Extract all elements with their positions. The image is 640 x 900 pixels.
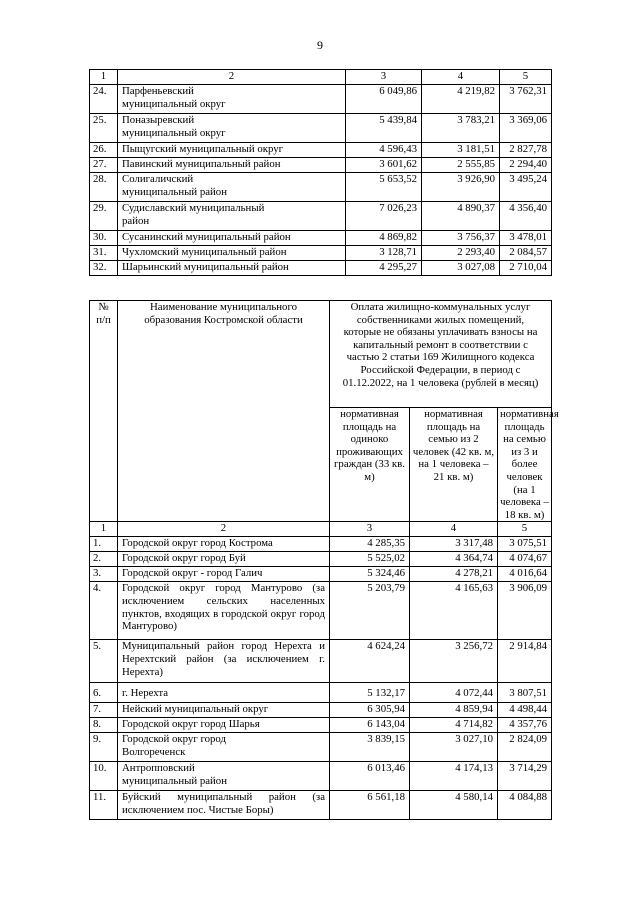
table-row [90,567,552,582]
row-value-a: 7 026,23 [346,202,422,231]
row-value-c: 4 498,44 [498,703,552,718]
colnum-3: 3 [346,70,422,85]
row-number: 9. [90,733,118,762]
row-name: Солигаличский муниципальный район [118,173,346,202]
colnum-1: 1 [90,70,118,85]
colnum-2: 2 [118,70,346,85]
row-value-c: 3 762,31 [500,85,552,114]
row-value-b: 3 027,08 [422,261,500,276]
table-row [90,640,552,683]
row-value-a: 6 305,94 [330,703,410,718]
row-name: Пыщугский муниципальный округ [118,143,346,158]
table-row [90,246,552,261]
row-name: Городской округ город Кострома [118,537,330,552]
table-row [90,231,552,246]
row-name: Городской округ город Мантурово (за исключением сельских населенных пунктов, входящих в городской округ город Мантурово) [118,582,330,640]
row-value-a: 6 561,18 [330,791,410,820]
table-row [90,261,552,276]
row-name: Павинский муниципальный район [118,158,346,173]
table-row [90,143,552,158]
header-row [90,301,552,408]
row-name: Городской округ город Буй [118,552,330,567]
table-row [90,582,552,640]
row-value-a: 6 013,46 [330,762,410,791]
row-number: 26. [90,143,118,158]
row-number: 2. [90,552,118,567]
row-value-c: 2 914,84 [498,640,552,683]
row-value-b: 4 714,82 [410,718,498,733]
row-number: 8. [90,718,118,733]
row-value-b: 3 926,90 [422,173,500,202]
table-row [90,202,552,231]
row-value-b: 4 580,14 [410,791,498,820]
row-value-c: 3 495,24 [500,173,552,202]
row-name: Городской округ город Волгореченск [118,733,330,762]
row-name: Поназыревский муниципальный округ [118,114,346,143]
row-value-a: 6 049,86 [346,85,422,114]
row-name: Парфеньевский муниципальный округ [118,85,346,114]
row-value-c: 3 075,51 [498,537,552,552]
row-number: 7. [90,703,118,718]
colnum-5: 5 [498,522,552,537]
row-name: Буйский муниципальный район (за исключением пос. Чистые Боры) [118,791,330,820]
row-name: Антропповский муниципальный район [118,762,330,791]
row-value-a: 5 203,79 [330,582,410,640]
subheader-single: нормативная площадь на одиноко проживающих граждан (33 кв. м) [330,408,410,522]
row-value-a: 5 439,84 [346,114,422,143]
row-value-c: 2 710,04 [500,261,552,276]
row-value-c: 2 827,78 [500,143,552,158]
row-value-b: 3 756,37 [422,231,500,246]
row-value-c: 3 807,51 [498,683,552,703]
row-name: Шарьинский муниципальный район [118,261,346,276]
table-row [90,537,552,552]
row-value-a: 4 869,82 [346,231,422,246]
row-value-c: 4 356,40 [500,202,552,231]
row-number: 32. [90,261,118,276]
colnum-4: 4 [410,522,498,537]
row-value-a: 4 624,24 [330,640,410,683]
row-value-a: 6 143,04 [330,718,410,733]
row-value-c: 4 074,67 [498,552,552,567]
row-number: 29. [90,202,118,231]
row-value-b: 4 364,74 [410,552,498,567]
row-value-b: 4 174,13 [410,762,498,791]
subheader-three-persons: нормативная площадь на семью из 3 и более человек (на 1 человека – 18 кв. м) [498,408,552,522]
row-number: 28. [90,173,118,202]
row-number: 30. [90,231,118,246]
row-name: Чухломский муниципальный район [118,246,346,261]
table-row [90,733,552,762]
row-number: 6. [90,683,118,703]
colnum-5: 5 [500,70,552,85]
table-row [90,683,552,703]
row-value-b: 4 278,21 [410,567,498,582]
row-value-c: 3 714,29 [498,762,552,791]
row-value-b: 2 555,85 [422,158,500,173]
row-value-c: 2 084,57 [500,246,552,261]
column-number-row [90,70,552,85]
row-value-b: 4 859,94 [410,703,498,718]
row-number: 4. [90,582,118,640]
row-value-c: 2 824,09 [498,733,552,762]
row-value-c: 4 084,88 [498,791,552,820]
table-continuation [89,69,552,276]
table-row [90,173,552,202]
row-value-a: 3 128,71 [346,246,422,261]
row-value-a: 5 653,52 [346,173,422,202]
row-number: 1. [90,537,118,552]
table-row [90,114,552,143]
row-value-a: 4 295,27 [346,261,422,276]
colnum-2: 2 [118,522,330,537]
table-row [90,85,552,114]
table-row [90,552,552,567]
row-name: Муниципальный район город Нерехта и Нерехтский район (за исключением г. Нерехта) [118,640,330,683]
row-value-a: 5 132,17 [330,683,410,703]
row-value-b: 3 783,21 [422,114,500,143]
row-value-b: 3 181,51 [422,143,500,158]
row-value-b: 2 293,40 [422,246,500,261]
table-row [90,791,552,820]
row-value-a: 5 324,46 [330,567,410,582]
row-number: 31. [90,246,118,261]
row-value-c: 3 369,06 [500,114,552,143]
row-value-b: 4 072,44 [410,683,498,703]
colnum-3: 3 [330,522,410,537]
page-number: 9 [317,38,323,52]
row-name: Городской округ город Шарья [118,718,330,733]
row-number: 5. [90,640,118,683]
row-value-b: 4 890,37 [422,202,500,231]
row-value-c: 3 906,09 [498,582,552,640]
row-name: Нейский муниципальный округ [118,703,330,718]
row-value-c: 3 478,01 [500,231,552,246]
row-name: Городской округ - город Галич [118,567,330,582]
row-name: г. Нерехта [118,683,330,703]
row-value-a: 3 601,62 [346,158,422,173]
row-value-c: 4 016,64 [498,567,552,582]
table-row [90,762,552,791]
row-value-a: 5 525,02 [330,552,410,567]
row-value-b: 3 317,48 [410,537,498,552]
row-value-a: 4 285,35 [330,537,410,552]
colnum-4: 4 [422,70,500,85]
header-name: Наименование муниципального образования Костромской области [118,301,330,522]
row-name: Сусанинский муниципальный район [118,231,346,246]
table-main [89,300,559,820]
row-value-a: 3 839,15 [330,733,410,762]
subheader-two-persons: нормативная площадь на семью из 2 человек (42 кв. м, на 1 человека – 21 кв. м) [410,408,498,522]
row-number: 25. [90,114,118,143]
row-value-c: 4 357,76 [498,718,552,733]
row-value-a: 4 596,43 [346,143,422,158]
row-value-b: 4 219,82 [422,85,500,114]
row-value-b: 3 256,72 [410,640,498,683]
row-number: 27. [90,158,118,173]
row-number: 3. [90,567,118,582]
table-row [90,158,552,173]
row-value-b: 3 027,10 [410,733,498,762]
row-value-b: 4 165,63 [410,582,498,640]
row-name: Судиславский муниципальный район [118,202,346,231]
row-value-c: 2 294,40 [500,158,552,173]
row-number: 24. [90,85,118,114]
row-number: 11. [90,791,118,820]
column-number-row [90,522,552,537]
table-row [90,703,552,718]
colnum-1: 1 [90,522,118,537]
header-number: № п/п [90,301,118,522]
row-number: 10. [90,762,118,791]
header-payment: Оплата жилищно-коммунальных услуг собственниками жилых помещений, которые не обязаны уплачивать взносы на капитальный ремонт в соответствии с частью 2 статьи 169 Жилищного кодекса Российской Федерации, в период с 01.12.2022, на 1 человека (рублей в месяц) [330,301,552,408]
table-row [90,718,552,733]
